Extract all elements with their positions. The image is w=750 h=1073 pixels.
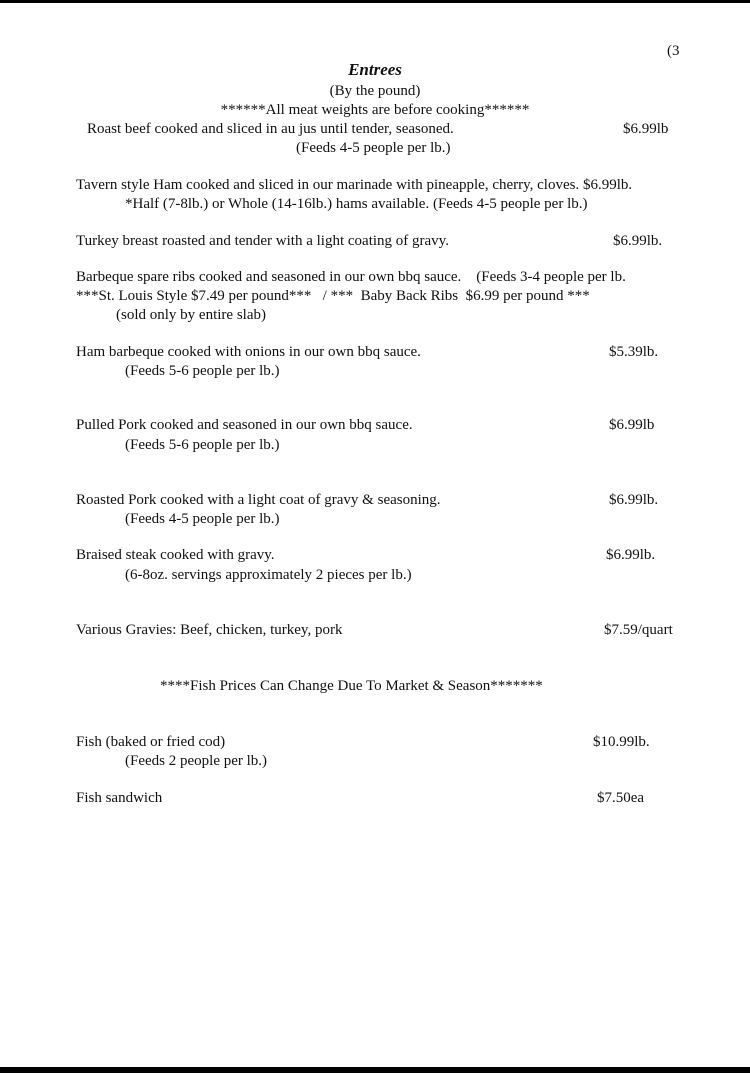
page-title: Entrees bbox=[348, 60, 402, 79]
item-fish-note: (Feeds 2 people per lb.) bbox=[125, 753, 268, 769]
bottom-border bbox=[0, 1067, 750, 1073]
item-roasted-pork-note: (Feeds 4-5 people per lb.) bbox=[125, 511, 280, 527]
item-pulled-pork-desc: Pulled Pork cooked and seasoned in our own bbq sauce. bbox=[76, 417, 413, 433]
item-fish-sandwich-price: $7.50ea bbox=[597, 790, 645, 806]
item-roasted-pork-desc: Roasted Pork cooked with a light coat of gravy & seasoning. bbox=[76, 492, 441, 508]
item-pulled-pork-price: $6.99lb bbox=[609, 417, 655, 433]
item-spare-ribs-line3: (sold only by entire slab) bbox=[116, 307, 266, 323]
item-ham-bbq-desc: Ham barbeque cooked with onions in our own bbq sauce. bbox=[76, 344, 421, 360]
subtitle: (By the pound) bbox=[329, 83, 421, 99]
item-tavern-ham-line1: Tavern style Ham cooked and sliced in our marinade with pineapple, cherry, cloves. $6.99lb. bbox=[76, 177, 633, 193]
item-fish-desc: Fish (baked or fried cod) bbox=[76, 734, 226, 750]
item-braised-steak-note: (6-8oz. servings approximately 2 pieces per lb.) bbox=[125, 567, 412, 583]
weights-note: ******All meat weights are before cooking****** bbox=[220, 102, 530, 118]
top-border bbox=[0, 0, 750, 3]
item-fish-price: $10.99lb. bbox=[593, 734, 650, 750]
fish-prices-note: ****Fish Prices Can Change Due To Market & Season******* bbox=[160, 678, 543, 694]
item-roast-beef-price: $6.99lb bbox=[623, 121, 669, 137]
item-roasted-pork-price: $6.99lb. bbox=[609, 492, 659, 508]
item-gravies-desc: Various Gravies: Beef, chicken, turkey, pork bbox=[76, 622, 343, 638]
item-braised-steak-desc: Braised steak cooked with gravy. bbox=[76, 547, 275, 563]
item-braised-steak-price: $6.99lb. bbox=[606, 547, 656, 563]
item-ham-bbq-price: $5.39lb. bbox=[609, 344, 659, 360]
item-turkey-price: $6.99lb. bbox=[613, 233, 663, 249]
item-spare-ribs-line1: Barbeque spare ribs cooked and seasoned in our own bbq sauce. (Feeds 3-4 people per lb. bbox=[76, 269, 626, 285]
item-turkey-desc: Turkey breast roasted and tender with a light coating of gravy. bbox=[76, 233, 449, 249]
item-gravies-price: $7.59/quart bbox=[604, 622, 673, 638]
item-roast-beef-note: (Feeds 4-5 people per lb.) bbox=[296, 140, 451, 156]
item-spare-ribs-line2: ***St. Louis Style $7.49 per pound*** / *** Baby Back Ribs $6.99 per pound *** bbox=[76, 288, 590, 304]
item-pulled-pork-note: (Feeds 5-6 people per lb.) bbox=[125, 437, 280, 453]
item-roast-beef-desc: Roast beef cooked and sliced in au jus until tender, seasoned. bbox=[87, 121, 454, 137]
item-ham-bbq-note: (Feeds 5-6 people per lb.) bbox=[125, 363, 280, 379]
item-fish-sandwich-desc: Fish sandwich bbox=[76, 790, 163, 806]
item-tavern-ham-line2: *Half (7-8lb.) or Whole (14-16lb.) hams available. (Feeds 4-5 people per lb.) bbox=[125, 196, 588, 212]
page-number: (3 bbox=[667, 43, 680, 59]
